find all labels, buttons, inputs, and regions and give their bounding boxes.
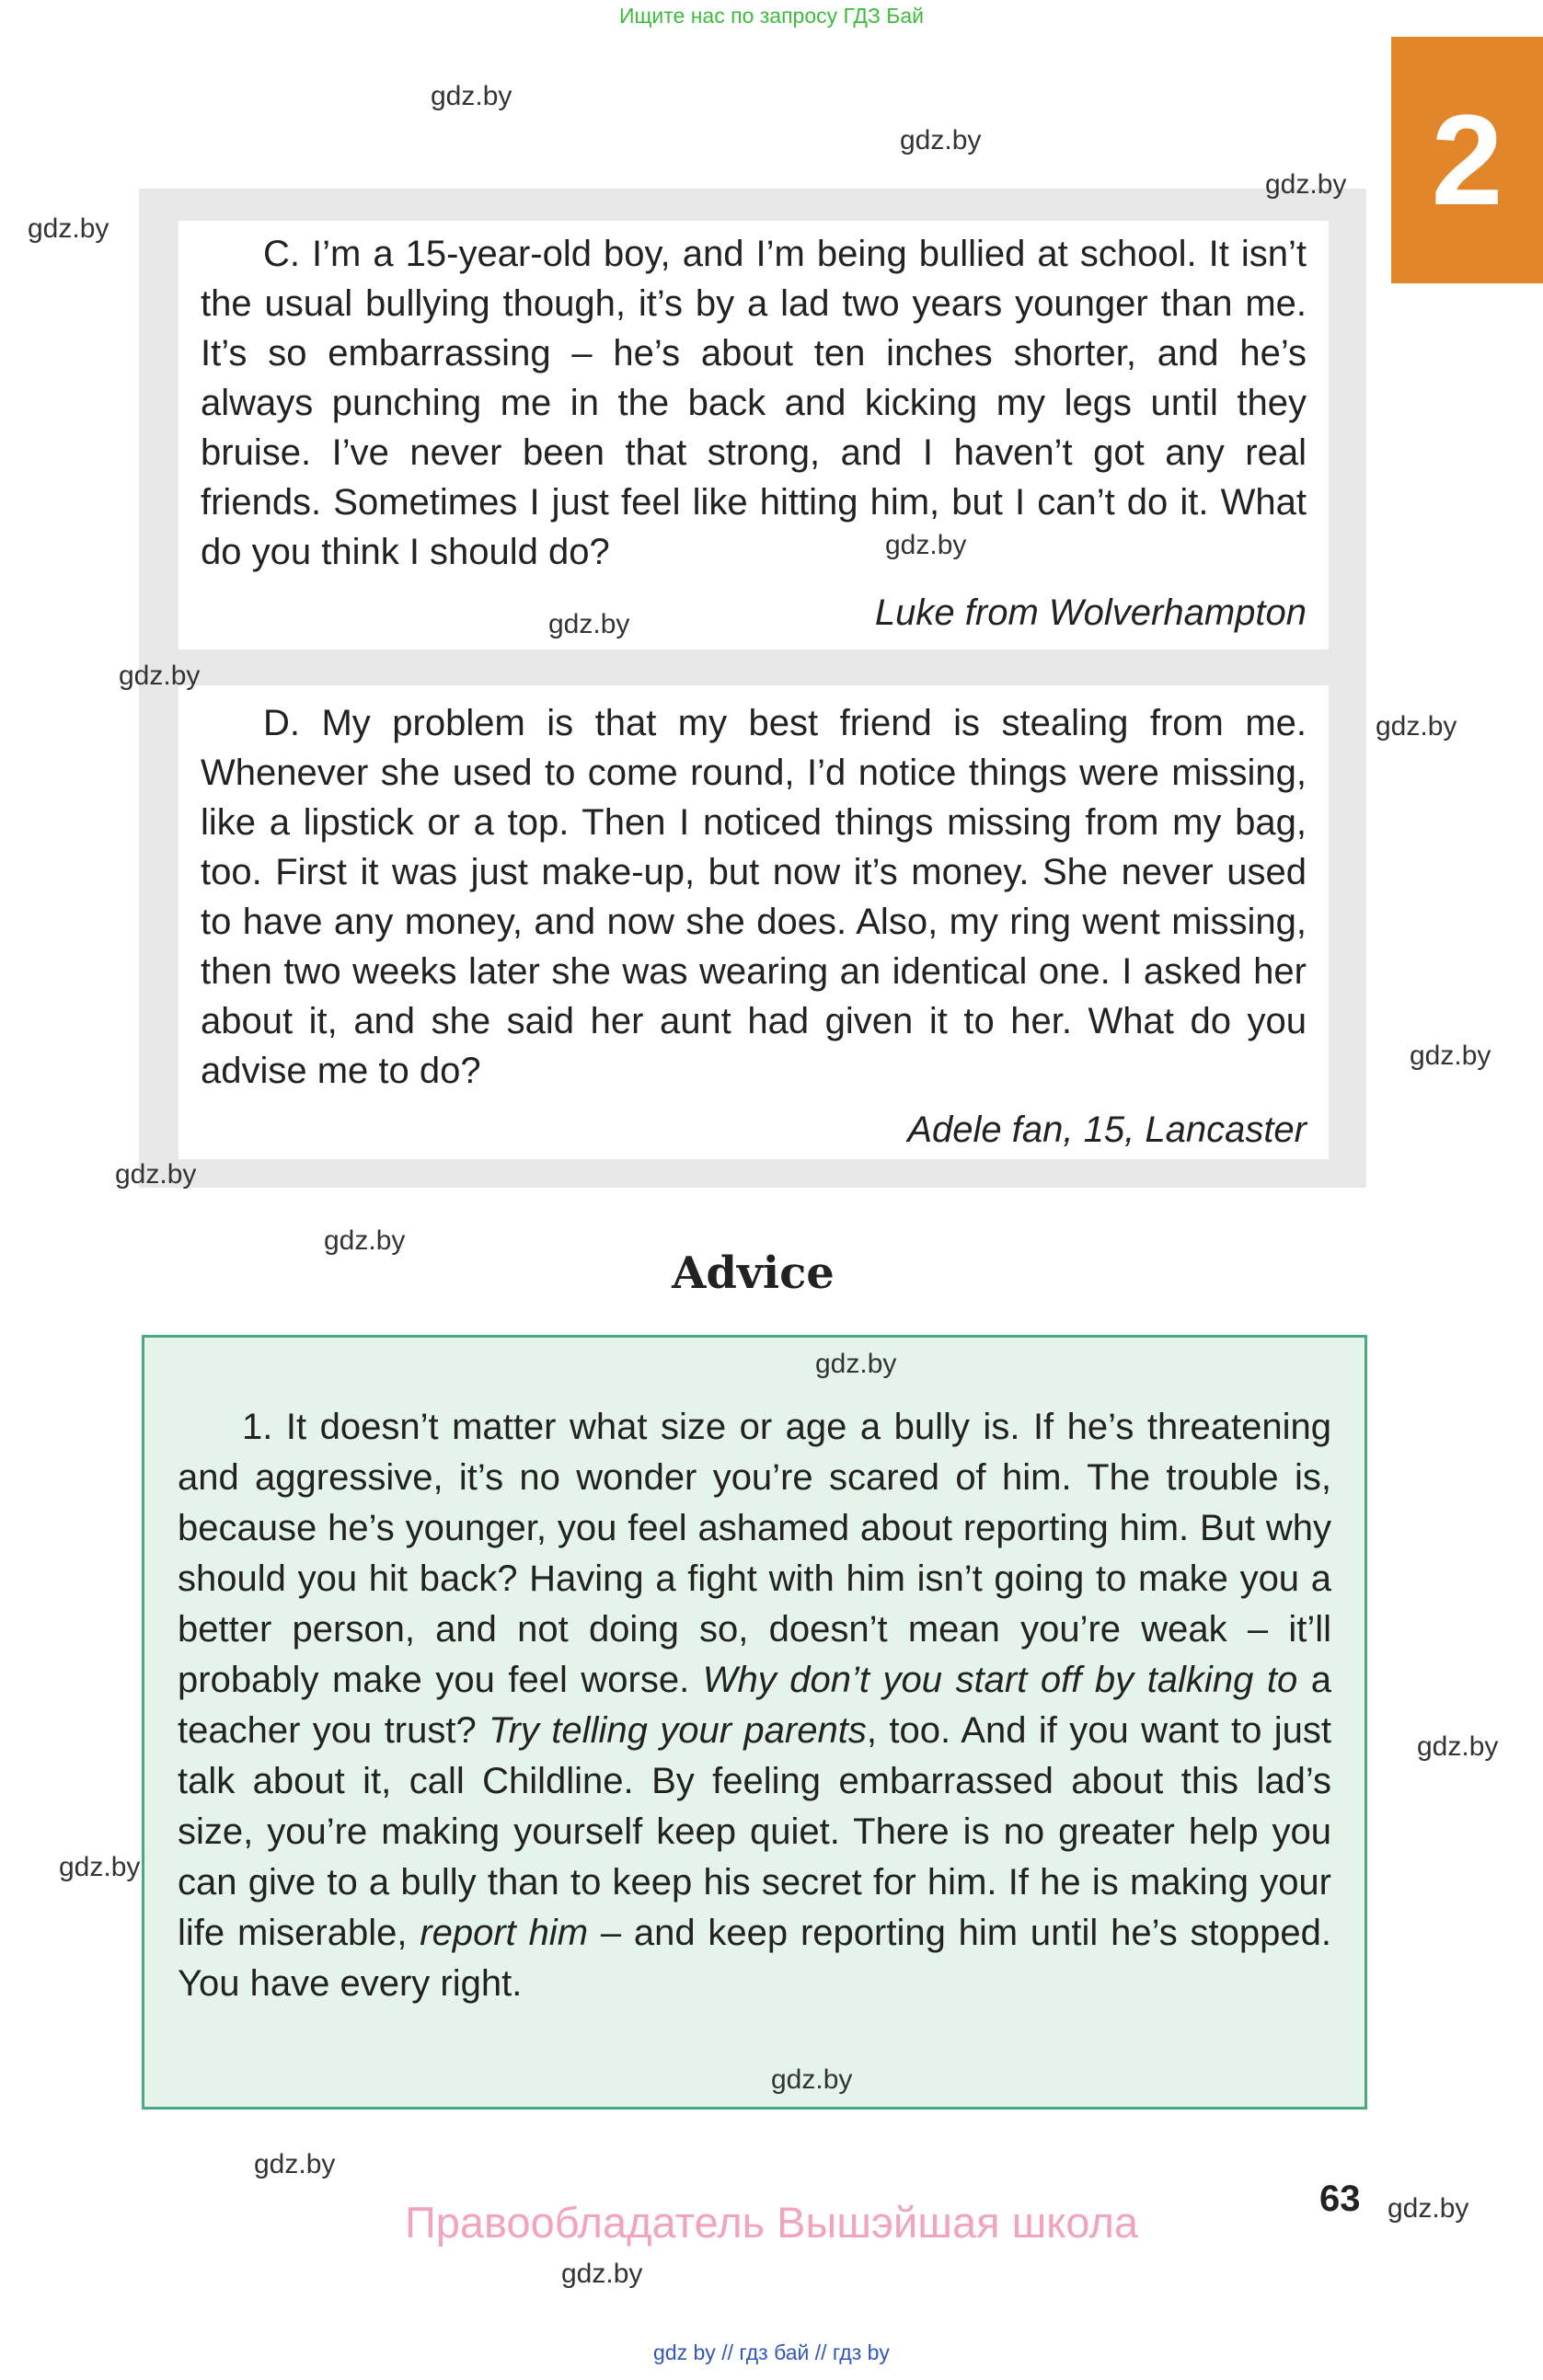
letter-d xyxy=(178,685,1329,1159)
watermark: gdz.by xyxy=(815,1349,897,1379)
watermark: gdz.by xyxy=(900,125,982,155)
page-number: 63 xyxy=(1319,2179,1361,2219)
watermark: gdz.by xyxy=(885,530,967,560)
watermark: gdz.by xyxy=(548,609,630,639)
watermark: gdz.by xyxy=(431,81,512,111)
letter-c-text: C. I’m a 15-year-old boy, and I’m being bullied at school. It isn’t the usual bullying though, it’s by a lad two years younger than me. It’s so embarrassing – he’s about ten inches shorter, and he’s always punching me in the back and kicking my legs until they bruise. I’ve never been that strong, and I haven’t got any real friends. Sometimes I just feel like hitting him, but I can’t do it. What do you think I should do? xyxy=(201,234,1307,572)
advice-text-part3: , too. And if you want to just talk about it, call Childline. By feeling embarrassed about this lad’s size, you’re making yourself keep quiet. There is no greater help you can give to a bully than to keep his secret for him. If he is making your life miserable, xyxy=(178,1710,1331,1953)
letter-d-text: D. My problem is that my best friend is stealing from me. Whenever she used to come round, I’d notice things were missing, like a lipstick or a top. Then I noticed things missing from my bag, too. First it was just make-up, but now it’s money. She never used to have any money, and now she does. Also, my ring went missing, then two weeks later she was wearing an identical one. I asked her about it, and she said her aunt had given it to her. What do you advise me to do? xyxy=(201,703,1307,1091)
advice-text-italic1: Why don’t you start off by talking to xyxy=(702,1660,1298,1700)
watermark: gdz.by xyxy=(59,1852,141,1882)
watermark: gdz.by xyxy=(28,213,109,244)
letter-c-signature: Luke from Wolverhampton xyxy=(874,592,1307,633)
advice-text-part1: 1. It doesn’t matter what size or age a bully is. If he’s threatening and aggressive, it’s no wonder you’re scared of him. The trouble is, because he’s younger, you feel ashamed about reporting him. But why should you hit back? Having a fight with him isn’t going to make you a better person, and not doing so, doesn’t mean you’re weak – it’ll probably make you feel worse. xyxy=(178,1407,1331,1700)
watermark: gdz.by xyxy=(324,1225,406,1256)
watermark: gdz.by xyxy=(1388,2193,1469,2224)
watermark: gdz.by xyxy=(1376,711,1457,742)
watermark: gdz.by xyxy=(119,661,201,691)
bottom-links[interactable]: gdz by // гдз бай // гдз by xyxy=(653,2340,890,2364)
watermark: gdz.by xyxy=(561,2259,643,2289)
letter-c xyxy=(178,221,1329,650)
chapter-tab: 2 xyxy=(1391,37,1543,283)
advice-text-part2: a teacher you trust? xyxy=(178,1660,1331,1751)
advice-heading: Advice xyxy=(672,1247,835,1299)
watermark: gdz.by xyxy=(254,2149,336,2179)
watermark: gdz.by xyxy=(1265,169,1347,200)
top-banner[interactable]: Ищите нас по запросу ГДЗ Бай xyxy=(618,4,925,28)
advice-box xyxy=(142,1335,1367,2110)
watermark: gdz.by xyxy=(115,1159,197,1190)
letter-d-signature: Adele fan, 15, Lancaster xyxy=(907,1110,1307,1150)
advice-text xyxy=(178,1402,1331,2009)
advice-text-italic3: report him xyxy=(420,1913,589,1953)
watermark: gdz.by xyxy=(771,2064,853,2095)
copyright-owner: Правообладатель Вышэйшая школа xyxy=(404,2198,1139,2247)
watermark: gdz.by xyxy=(1417,1731,1499,1762)
watermark: gdz.by xyxy=(1410,1041,1491,1071)
advice-text-part4: – and keep reporting him until he’s stopped. You have every right. xyxy=(178,1913,1332,2004)
advice-text-italic2: Try telling your parents xyxy=(489,1710,867,1751)
